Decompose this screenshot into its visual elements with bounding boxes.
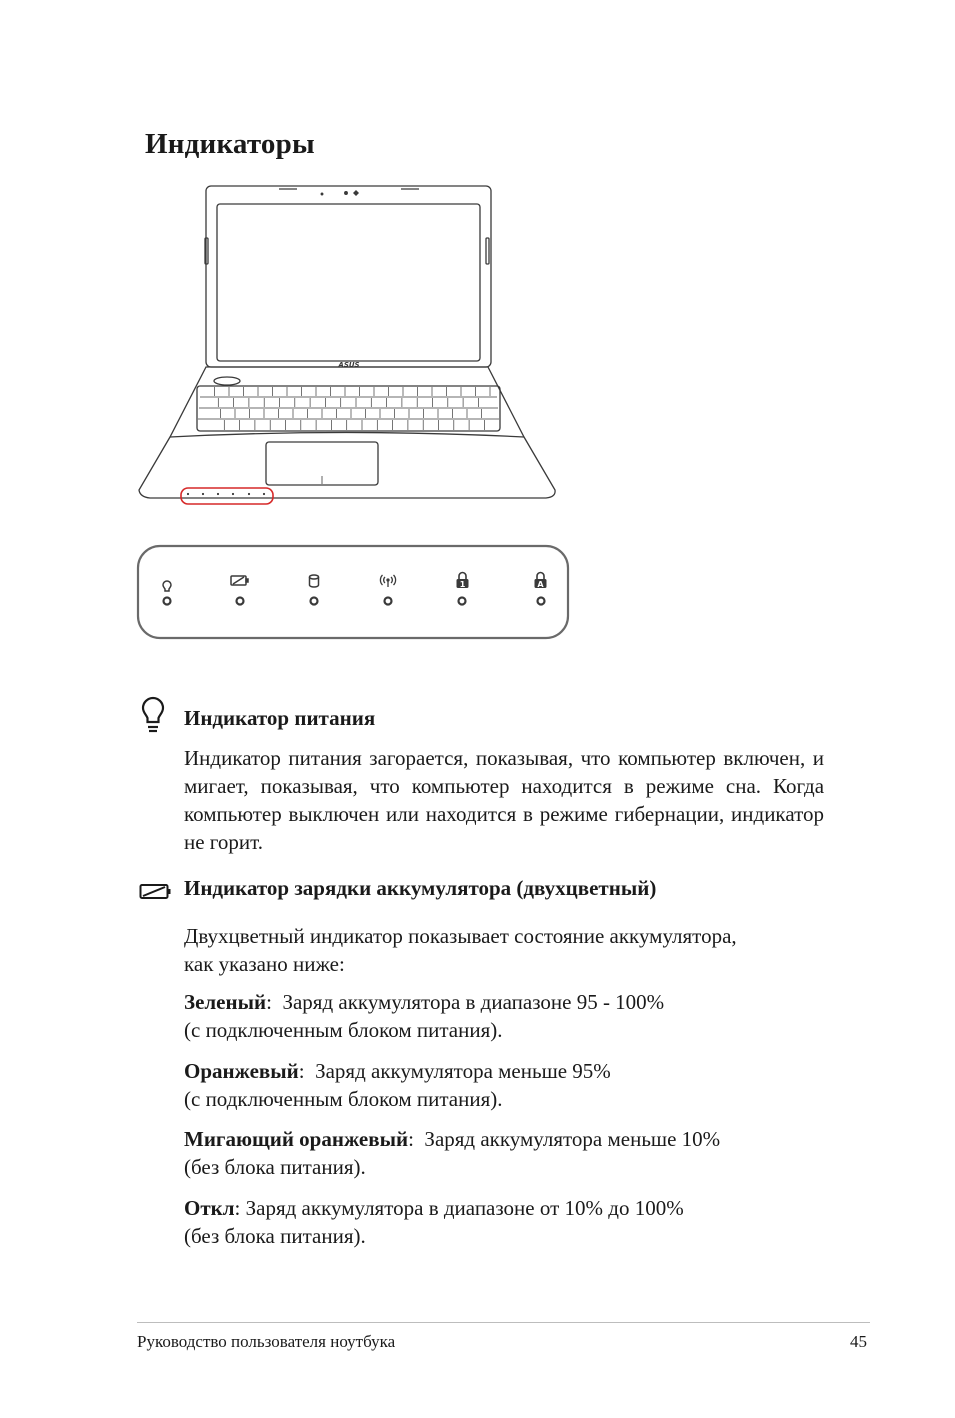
battery-led	[237, 598, 244, 605]
lightbulb-icon	[140, 694, 166, 734]
text-line: режиме гибернации, индикатор не горит.	[184, 802, 824, 854]
battery-state-blinking-orange: Мигающий оранжевый: Заряд аккумулятора меньше 10% (без блока питания).	[184, 1127, 721, 1179]
battery-indicator-heading: Индикатор зарядки аккумулятора (двухцветный)	[184, 876, 657, 900]
laptop-illustration	[135, 180, 565, 515]
battery-state-off: Откл: Заряд аккумулятора в диапазоне от 10% до 100% (без блока питания).	[184, 1196, 684, 1248]
indicator-panel	[136, 544, 570, 640]
drive-activity-indicator-icon	[310, 575, 319, 587]
text-line: включен, и мигает, показывая, что компьютер находится в	[184, 746, 824, 798]
state-label: Зеленый	[184, 990, 267, 1014]
state-note: (с подключенным блоком питания).	[184, 1087, 503, 1111]
page-number: 45	[850, 1332, 867, 1351]
power-indicator-icon	[163, 581, 171, 591]
svg-text:A: A	[537, 580, 544, 589]
page-title: Индикаторы	[145, 128, 315, 160]
state-note: (без блока питания).	[184, 1224, 366, 1248]
power-led	[164, 598, 171, 605]
battery-state-green: Зеленый: Заряд аккумулятора в диапазоне 95 - 100% (с подключенным блоком питания).	[184, 990, 665, 1042]
state-label: Мигающий оранжевый	[184, 1127, 409, 1151]
state-text: Заряд аккумулятора в диапазоне 95 - 100%	[282, 990, 665, 1014]
state-label: Оранжевый	[184, 1059, 299, 1083]
power-indicator-heading: Индикатор питания	[184, 706, 376, 730]
power-indicator-description	[184, 744, 824, 856]
drive-led	[311, 598, 318, 605]
footer-divider	[137, 1322, 870, 1323]
capital-lock-led	[538, 598, 545, 605]
asus-logo: ASUS	[338, 361, 360, 369]
number-lock-led	[459, 598, 466, 605]
text-line: режиме сна. Когда компьютер выключен или находится в	[184, 774, 825, 826]
state-text: Заряд аккумулятора меньше 10%	[424, 1127, 721, 1151]
wireless-led	[385, 598, 392, 605]
state-note: (без блока питания).	[184, 1155, 366, 1179]
footer-title: Руководство пользователя ноутбука	[137, 1332, 396, 1351]
battery-indicator-intro	[184, 922, 824, 978]
state-text: Заряд аккумулятора меньше 95%	[315, 1059, 611, 1083]
text-line: Двухцветный индикатор показывает состояние аккумулятора,	[184, 924, 737, 948]
battery-state-orange: Оранжевый: Заряд аккумулятора меньше 95% (с подключенным блоком питания).	[184, 1059, 611, 1111]
state-note: (с подключенным блоком питания).	[184, 1018, 503, 1042]
wireless-indicator-icon	[380, 575, 395, 587]
svg-text:1: 1	[459, 580, 466, 589]
text-line: как указано ниже:	[184, 952, 345, 976]
state-text: Заряд аккумулятора в диапазоне от 10% до 100%	[245, 1196, 684, 1220]
battery-icon	[139, 882, 173, 902]
number-lock-indicator-icon	[457, 573, 469, 590]
capital-lock-indicator-icon	[535, 573, 547, 590]
battery-charge-indicator-icon	[231, 576, 248, 585]
text-line: Индикатор питания загорается, показывая, что компьютер	[184, 746, 716, 770]
state-label: Откл	[184, 1196, 235, 1220]
